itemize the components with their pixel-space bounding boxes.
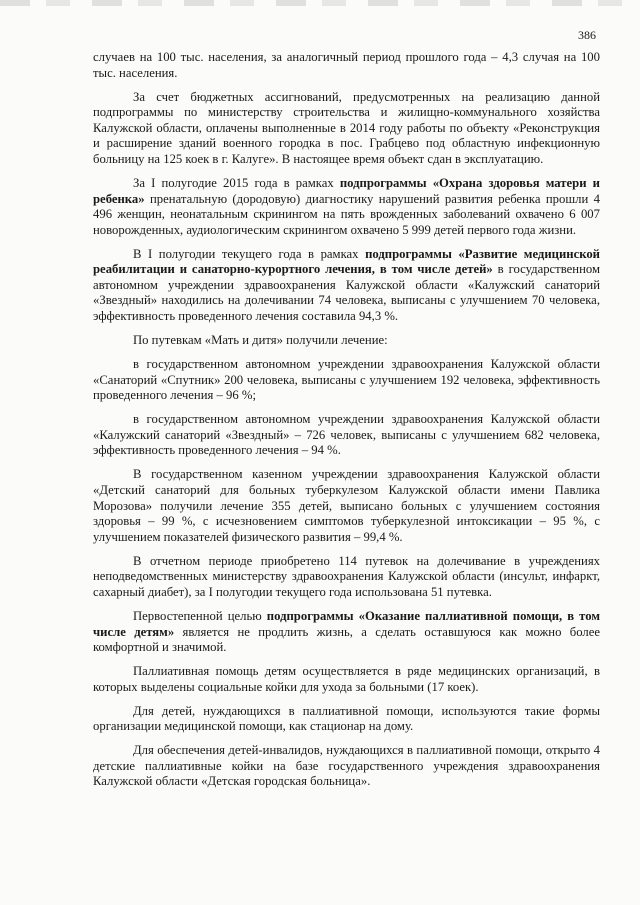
paragraph-text: является не продлить жизнь, а сделать оставшуюся как можно более комфортной и значимой. xyxy=(93,624,600,655)
paragraph-text: пренатальную (дородовую) диагностику нарушений развития ребенка прошли 4 496 женщин, неонатальным скринингом на пять врожденных заболеваний охвачено 6 007 новорожденных, аудиологическим скринингом охвачено 5 999 детей первого года жизни. xyxy=(93,191,600,237)
paragraph-text: случаев на 100 тыс. населения, за аналогичный период прошлого года – 4,3 случая на 100 тыс. населения. xyxy=(93,50,600,80)
paragraph-p10 xyxy=(93,664,600,695)
paragraph-text: За счет бюджетных ассигнований, предусмотренных на реализацию данной подпрограммы по министерству строительства и жилищно-коммунального хозяйства Калужской области, оплачены выполненные в 2014 году работы по объекту «Реконструкция и расширение зданий военного городка в пос. Грабцево под областную инфекционную больницу на 125 коек в г. Калуге». В настоящее время объект сдан в эксплуатацию. xyxy=(93,89,600,166)
paragraph-p9 xyxy=(93,609,600,656)
paragraph-text: В отчетном периоде приобретено 114 путевок на долечивание в учреждениях неподведомственных министерству здравоохранения Калужской области (инсульт, инфаркт, сахарный диабет), за I полугодии текущего года использована 51 путевка. xyxy=(93,553,600,599)
paragraph-text: в государственном автономном учреждении здравоохранения Калужской области «Санаторий «Спутник» 200 человека, выписаны с улучшением 192 человека, эффективность проведенного лечения – 96 %; xyxy=(93,357,600,403)
subprogram-title: подпрограммы «Развитие медицинской реабилитации и санаторно-курортного лечения, в том числе детей» xyxy=(93,246,600,277)
paragraph-p12 xyxy=(93,743,600,790)
paragraph-p1 xyxy=(93,90,600,168)
paragraph-text: Для детей, нуждающихся в паллиативной помощи, используются такие формы организации медицинской помощи, как стационар на дому. xyxy=(93,703,600,734)
paragraph-text: За I полугодие 2015 года в рамках xyxy=(133,175,340,190)
paragraph-p11 xyxy=(93,704,600,735)
paragraph-text: в государственном автономном учреждении здравоохранения Калужской области «Калужский санаторий «Звездный» находились на долечивании 74 человека, выписаны с улучшением 70 человека, эффективность проведенного лечения составила 94,3 %. xyxy=(93,262,600,324)
paragraph-text: По путевкам «Мать и дитя» получили лечение: xyxy=(133,333,388,348)
paragraph-text: Первостепенной целью xyxy=(133,608,267,623)
paragraph-p8 xyxy=(93,554,600,601)
paragraph-p3 xyxy=(93,247,600,325)
paragraph-text: Для обеспечения детей-инвалидов, нуждающихся в паллиативной помощи, открыто 4 детские паллиативные койки на базе государственного учреждения здравоохранения Калужской области «Детская городская больница». xyxy=(93,743,600,789)
subprogram-title: подпрограммы «Охрана здоровья матери и ребенка» xyxy=(93,175,600,206)
subprogram-title: подпрограммы «Оказание паллиативной помощи, в том числе детям» xyxy=(93,608,600,639)
page-number: 386 xyxy=(578,28,596,42)
paragraph-p6 xyxy=(93,412,600,459)
paragraph-p7 xyxy=(93,467,600,545)
scan-artifact-strip xyxy=(0,0,640,6)
document-body xyxy=(93,50,600,798)
paragraph-text: В государственном казенном учреждении здравоохранения Калужской области «Детский санаторий для больных туберкулезом Калужской области имени Павлика Морозова» получили лечение 355 детей, выписано больных с улучшением состояния здоровья – 99 %, с исчезновением симптомов туберкулезной интоксикации – 95 %, с улучшением показателей физического развития – 99,4 %. xyxy=(93,467,600,544)
paragraph-text: В I полугодии текущего года в рамках xyxy=(133,246,366,261)
paragraph-text: Паллиативная помощь детям осуществляется в ряде медицинских организаций, в которых выделены социальные койки для ухода за больными (17 коек). xyxy=(93,664,600,694)
paragraph-p5 xyxy=(93,357,600,404)
paragraph-text: в государственном автономном учреждении здравоохранения Калужской области «Калужский санаторий «Звездный» – 726 человек, выписаны с улучшением 682 человека, эффективность проведенного лечения – 94 %. xyxy=(93,412,600,458)
paragraph-p2 xyxy=(93,176,600,238)
paragraph-p4 xyxy=(93,333,600,349)
paragraph-p0 xyxy=(93,50,600,81)
